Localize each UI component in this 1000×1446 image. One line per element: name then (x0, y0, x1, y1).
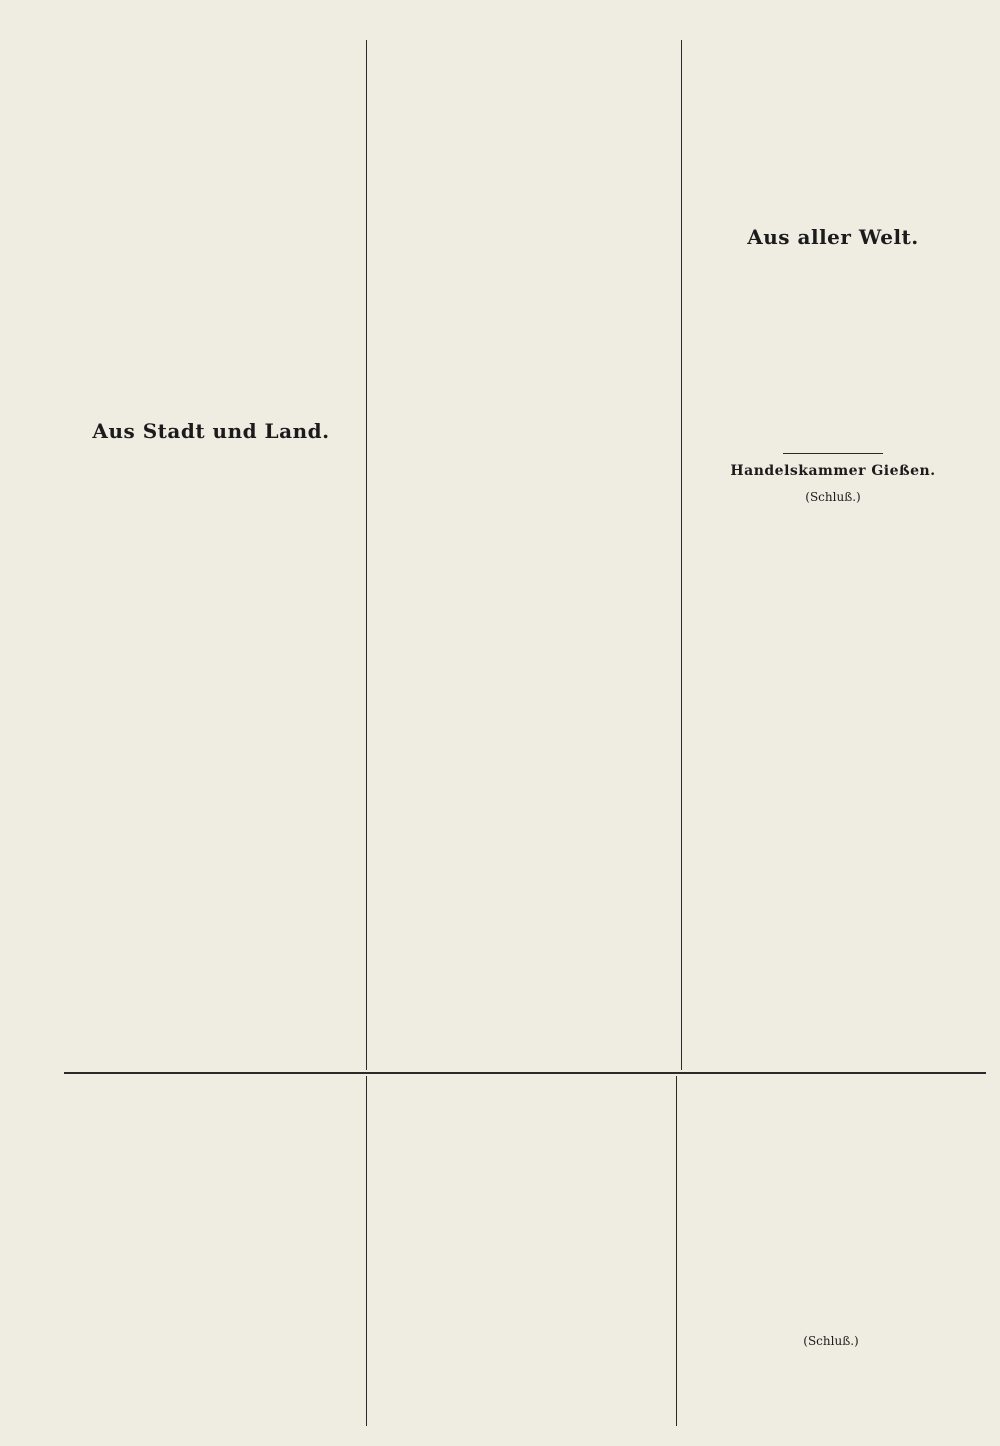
end-mark: (Schluß.) (803, 1334, 859, 1348)
section-heading-chamber: Handelskammer Gießen. (730, 463, 936, 480)
separator (783, 453, 883, 454)
column-3 (688, 40, 978, 1060)
feuilleton-column-1 (66, 1076, 356, 1426)
feuilleton-rule-2 (676, 1076, 677, 1426)
column-rule-1 (366, 40, 367, 1070)
column-2 (374, 40, 672, 1060)
feuilleton-column-2 (374, 1076, 668, 1426)
section-heading-world: Aus aller Welt. (747, 225, 919, 249)
feuilleton-rule (64, 1072, 986, 1074)
section-heading-local: Aus Stadt und Land. (92, 419, 330, 443)
section-subheading-chamber: (Schluß.) (805, 489, 861, 504)
feuilleton-rule-1 (366, 1076, 367, 1426)
column-rule-2 (681, 40, 682, 1070)
feuilleton-column-3 (684, 1076, 978, 1426)
column-1 (66, 40, 356, 1060)
